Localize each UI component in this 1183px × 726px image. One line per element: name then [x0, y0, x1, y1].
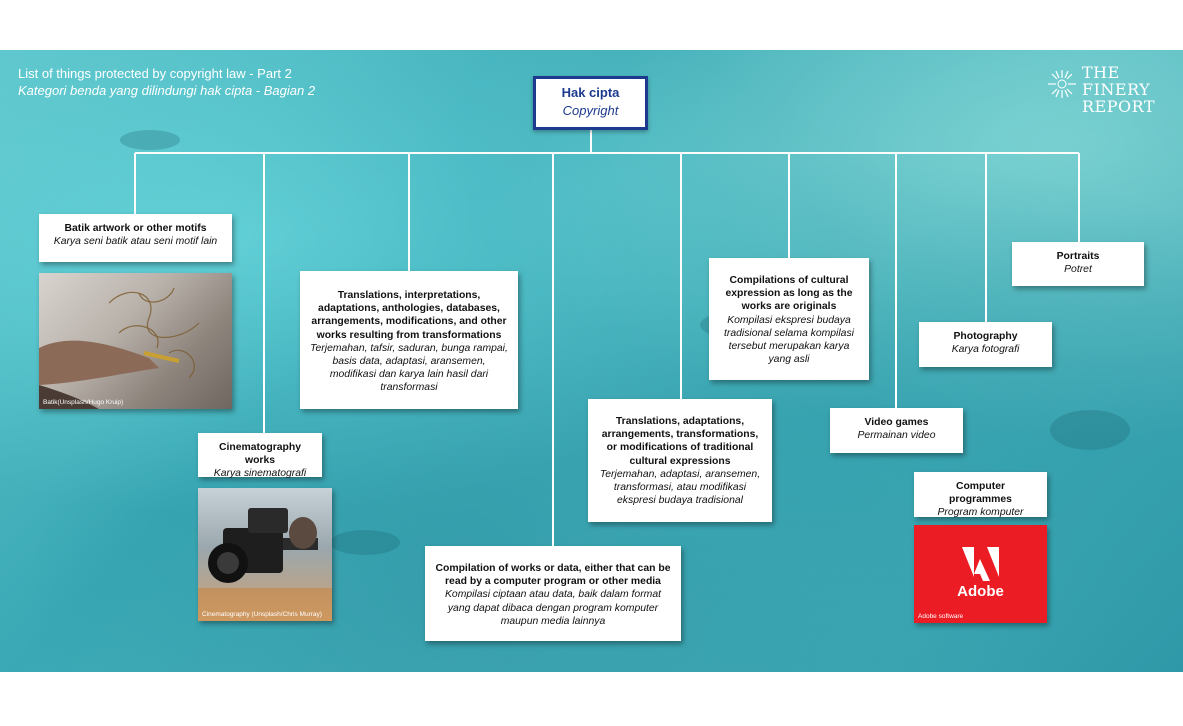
adobe-wordmark: Adobe — [957, 583, 1004, 600]
adobe-icon — [914, 525, 1047, 623]
node-cultural-compilations — [709, 258, 869, 380]
finery-report-logo — [1046, 64, 1171, 126]
adobe-caption: Adobe software — [918, 613, 964, 620]
node-label-en: Translations, interpretations, adaptations, anthologies, databases, arrangements, modifications, and other works resulting from transformations — [311, 290, 507, 341]
node-label-id: Terjemahan, adaptasi, aransemen, transformasi, atau modifikasi ekspresi budaya tradisional — [599, 468, 761, 507]
node-cultural-translations — [588, 399, 772, 522]
diagram-background — [0, 50, 1183, 672]
camera-illustration — [198, 488, 332, 621]
diagram-title — [18, 65, 315, 99]
node-label-id: Karya fotografi — [951, 344, 1020, 356]
node-label-id: Permainan video — [857, 430, 936, 442]
node-label-en: Batik artwork or other motifs — [64, 223, 207, 234]
adobe-logo-image — [914, 525, 1047, 623]
node-compilation-works — [425, 546, 681, 641]
node-computer-programmes — [914, 472, 1047, 517]
sunburst-icon — [1046, 68, 1078, 100]
node-label-id: Program komputer — [937, 507, 1024, 519]
node-translations — [300, 271, 518, 409]
node-photography — [919, 322, 1052, 367]
node-video-games — [830, 408, 963, 453]
cinematography-photo — [198, 488, 332, 621]
node-label-en: Computer programmes — [949, 481, 1012, 506]
node-label-id: Kompilasi ekspresi budaya tradisional selama kompilasi tersebut merupakan karya yang asli — [724, 314, 854, 366]
node-label-id: Karya seni batik atau seni motif lain — [53, 236, 218, 248]
root-node-copyright — [533, 76, 648, 130]
root-label-english: Copyright — [562, 103, 619, 118]
node-cinematography — [198, 433, 322, 480]
title-indonesian: Kategori benda yang dilindungi hak cipta - Bagian 2 — [18, 83, 316, 98]
node-label-en: Video games — [864, 417, 929, 428]
node-label-en: Translations, adaptations, arrangements, transformations, or modifications of traditional cultural expressions — [601, 416, 759, 467]
logo-line: REPORT — [1082, 97, 1156, 116]
node-portraits — [1012, 242, 1144, 286]
title-english: List of things protected by copyright law - Part 2 — [18, 66, 292, 81]
batik-caption: Batik(Unsplash/Hugo Kruip) — [43, 399, 124, 406]
batik-illustration — [39, 273, 232, 409]
logo-line: FINERY — [1082, 80, 1151, 99]
node-label-id: Kompilasi ciptaan atau data, baik dalam format yang dapat dibaca dengan program komputer maupun media lainnya — [444, 589, 661, 627]
node-label-en: Compilations of cultural expression as long as the works are originals — [725, 275, 853, 313]
node-label-id: Potret — [1064, 264, 1092, 276]
batik-photo — [39, 273, 232, 409]
cinematography-caption: Cinematography (Unsplash/Chris Murray) — [202, 611, 322, 618]
node-label-en: Compilation of works or data, either that can be read by a computer program or other media — [435, 563, 671, 588]
node-label-id: Karya sinematografi — [213, 468, 307, 480]
logo-wordmark — [1082, 64, 1155, 115]
node-label-en: Cinematography works — [219, 442, 301, 467]
logo-line: THE — [1082, 63, 1120, 82]
node-label-id: Terjemahan, tafsir, saduran, bunga rampai, basis data, adaptasi, aransemen, modifikasi dan karya lain hasil dari transformasi — [310, 342, 508, 394]
root-label-indonesian: Hak cipta — [561, 85, 620, 100]
node-label-en: Photography — [953, 331, 1018, 342]
node-batik — [39, 214, 232, 262]
node-label-en: Portraits — [1056, 251, 1100, 262]
